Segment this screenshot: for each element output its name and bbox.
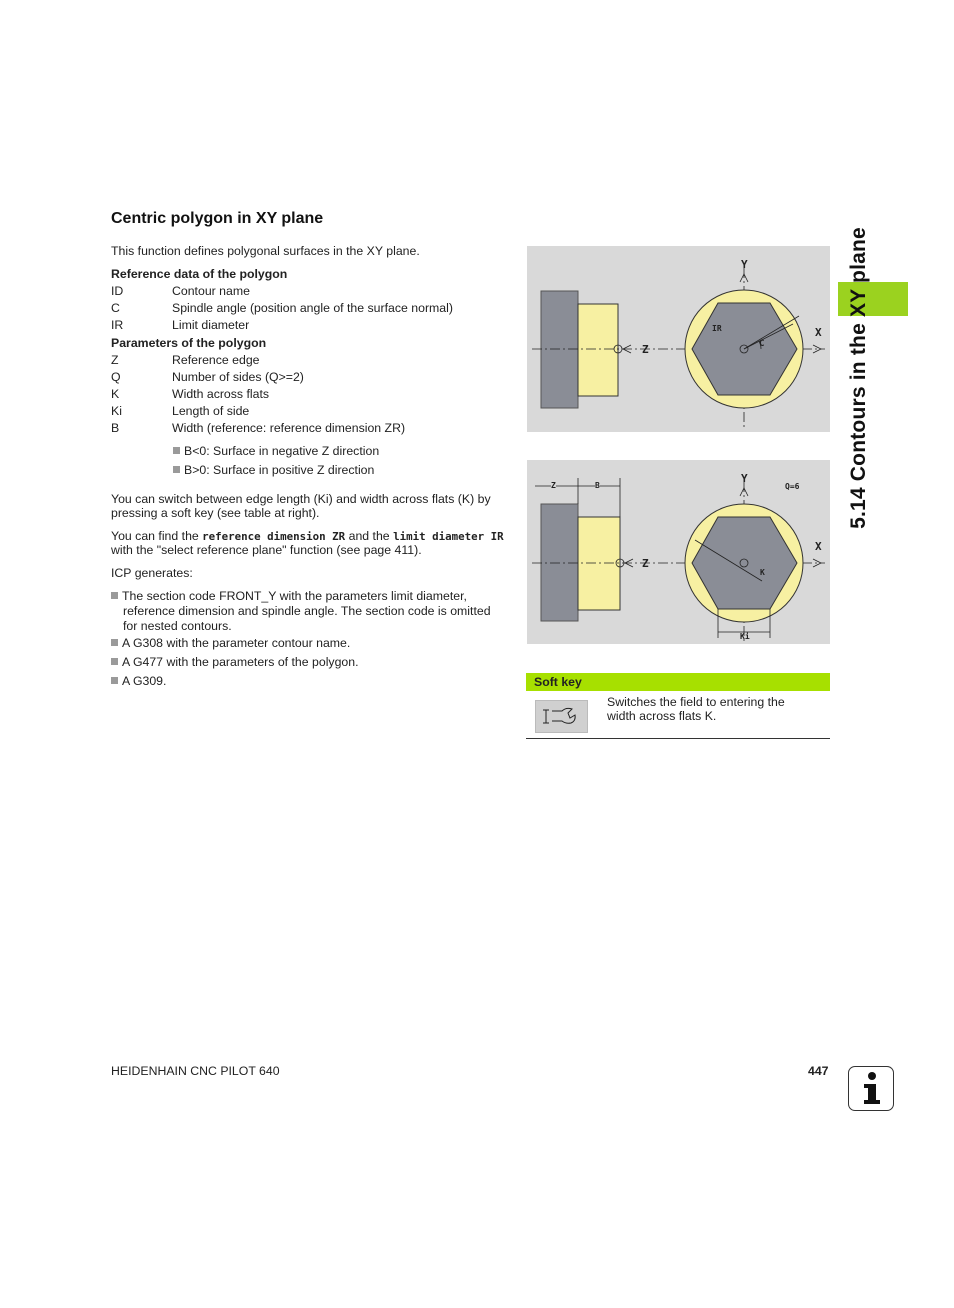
code-limit-diameter: limit diameter IR bbox=[393, 530, 504, 543]
z-axis-label: Z bbox=[642, 557, 649, 570]
find-text: with the "select reference plane" function (see page 411). bbox=[111, 543, 422, 557]
y-axis-label: Y bbox=[741, 472, 748, 485]
switch-text: pressing a soft key (see table at right). bbox=[111, 506, 320, 520]
y-axis-label: Y bbox=[741, 258, 748, 271]
param-row: Q Number of sides (Q>=2) bbox=[111, 370, 304, 384]
list-item: B<0: Surface in negative Z direction bbox=[173, 444, 379, 459]
list-item: B>0: Surface in positive Z direction bbox=[173, 463, 374, 478]
param-row: ID Contour name bbox=[111, 284, 250, 298]
param-row: Z Reference edge bbox=[111, 353, 260, 367]
list-item: A G308 with the parameter contour name. bbox=[111, 636, 350, 651]
footer-text: HEIDENHAIN CNC PILOT 640 bbox=[111, 1064, 280, 1078]
list-item: A G477 with the parameters of the polygon. bbox=[111, 655, 359, 670]
ref-data-heading: Reference data of the polygon bbox=[111, 267, 288, 281]
figure-polygon-dimensions bbox=[527, 460, 830, 644]
page-number: 447 bbox=[808, 1064, 829, 1078]
figure-drawing bbox=[527, 246, 830, 432]
k-label: K bbox=[760, 568, 765, 577]
b-dimension-label: B bbox=[595, 481, 600, 490]
softkey-table-header: Soft key bbox=[526, 673, 830, 691]
bullet-square-icon bbox=[173, 447, 180, 454]
param-row: Ki Length of side bbox=[111, 404, 250, 418]
ki-label: Ki bbox=[740, 632, 750, 641]
x-axis-label: X bbox=[815, 326, 822, 339]
bullet-square-icon bbox=[111, 639, 118, 646]
bullet-square-icon bbox=[111, 658, 118, 665]
softkey-description: width across flats K. bbox=[607, 709, 717, 723]
bullet-square-icon bbox=[111, 592, 118, 599]
param-row: IR Limit diameter bbox=[111, 318, 250, 332]
softkey-description: Switches the field to entering the bbox=[607, 695, 785, 709]
bullet-square-icon bbox=[173, 466, 180, 473]
code-reference-dimension: reference dimension ZR bbox=[202, 530, 346, 543]
ir-label: IR bbox=[712, 324, 722, 333]
switch-text: You can switch between edge length (Ki) and width across flats (K) by bbox=[111, 492, 491, 506]
softkey-table bbox=[526, 673, 830, 739]
c-label: C bbox=[759, 339, 765, 349]
chapter-title: 5.14 Contours in the XY plane bbox=[847, 227, 870, 529]
polygon-params-heading: Parameters of the polygon bbox=[111, 336, 267, 350]
q-label: Q=6 bbox=[785, 482, 800, 491]
list-item: A G309. bbox=[111, 674, 166, 689]
table-row bbox=[526, 691, 830, 739]
section-title: Centric polygon in XY plane bbox=[111, 210, 324, 227]
info-icon bbox=[848, 1066, 894, 1111]
z-axis-label: Z bbox=[642, 343, 649, 356]
z-dimension-label: Z bbox=[551, 481, 556, 490]
find-text: You can find the reference dimension ZR and the limit diameter IR bbox=[111, 529, 504, 543]
param-row: K Width across flats bbox=[111, 387, 270, 401]
param-row: B Width (reference: reference dimension ZR) bbox=[111, 421, 406, 435]
param-row: C Spindle angle (position angle of the surface normal) bbox=[111, 301, 453, 315]
list-item: The section code FRONT_Y with the parameters limit diameter, reference dimension and spindle angle. The section code is omitted for nested contours. bbox=[111, 589, 511, 634]
intro-text: This function defines polygonal surfaces in the XY plane. bbox=[111, 244, 420, 258]
icp-label: ICP generates: bbox=[111, 566, 193, 580]
bullet-square-icon bbox=[111, 677, 118, 684]
wrench-width-icon[interactable] bbox=[535, 700, 588, 733]
x-axis-label: X bbox=[815, 540, 822, 553]
figure-polygon-reference bbox=[527, 246, 830, 432]
